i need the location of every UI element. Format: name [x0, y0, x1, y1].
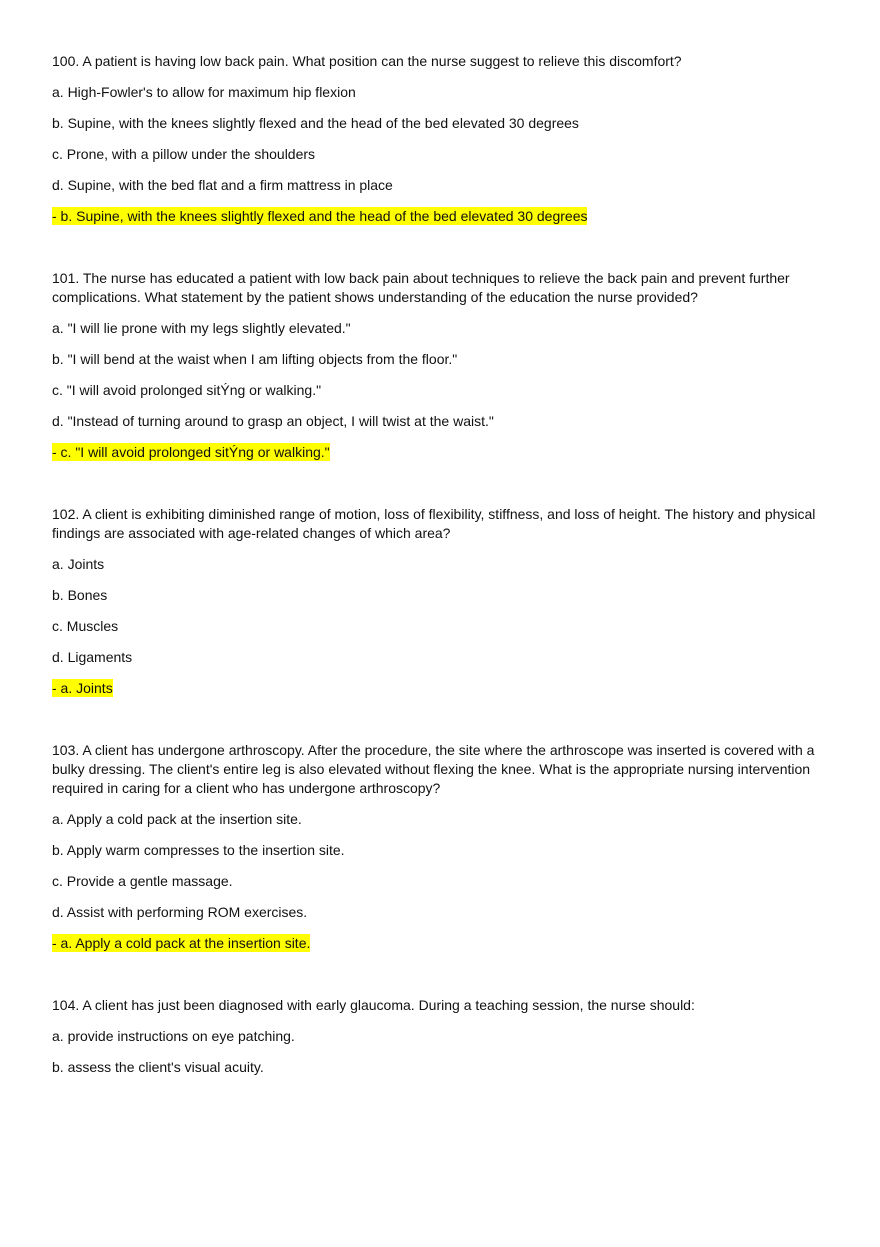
answer-option-d: d. Assist with performing ROM exercises. — [52, 904, 308, 920]
question-103 — [52, 741, 842, 953]
answer-option-a: a. Joints — [52, 556, 105, 572]
correct-answer — [52, 443, 842, 462]
answer-option-d: d. Ligaments — [52, 649, 133, 665]
answer-option-a: a. Apply a cold pack at the insertion site. — [52, 811, 302, 827]
highlighted-answer: - a. Joints — [52, 680, 113, 696]
answer-option-d: d. Supine, with the bed flat and a firm mattress in place — [52, 177, 393, 193]
answer-option-a: a. provide instructions on eye patching. — [52, 1028, 295, 1044]
question-100 — [52, 52, 842, 226]
answer-option-a: a. High-Fowler's to allow for maximum hip flexion — [52, 84, 356, 100]
question-102 — [52, 505, 842, 698]
question-stem: 100. A patient is having low back pain. What position can the nurse suggest to relieve this discomfort? — [52, 53, 682, 69]
answer-option-c: c. Provide a gentle massage. — [52, 873, 233, 889]
answer-option-b: b. Supine, with the knees slightly flexed and the head of the bed elevated 30 degrees — [52, 115, 579, 131]
answer-option-b: b. Apply warm compresses to the insertion site. — [52, 842, 345, 858]
answer-option-b: b. assess the client's visual acuity. — [52, 1059, 264, 1075]
answer-option-c: c. Prone, with a pillow under the shoulders — [52, 146, 316, 162]
answer-option-c: c. "I will avoid prolonged sitÝng or walking." — [52, 382, 322, 398]
question-stem: 103. A client has undergone arthroscopy. After the procedure, the site where the arthroscope was inserted is covered with a bulky dressing. The client's entire leg is also elevated without flexing the knee. What is the appropriate nursing intervention required in caring for a client who has undergone arthroscopy? — [52, 742, 815, 796]
answer-option-b: b. "I will bend at the waist when I am lifting objects from the floor." — [52, 351, 458, 367]
answer-option-b: b. Bones — [52, 587, 108, 603]
highlighted-answer: - a. Apply a cold pack at the insertion site. — [52, 935, 311, 951]
highlighted-answer: - b. Supine, with the knees slightly flexed and the head of the bed elevated 30 degrees — [52, 208, 588, 224]
answer-option-c: c. Muscles — [52, 618, 119, 634]
question-stem: 102. A client is exhibiting diminished range of motion, loss of flexibility, stiffness, and loss of height. The history and physical findings are associated with age-related changes of which area? — [52, 506, 816, 541]
question-104 — [52, 996, 842, 1077]
correct-answer — [52, 207, 842, 226]
correct-answer — [52, 679, 842, 698]
question-101 — [52, 269, 842, 462]
highlighted-answer: - c. "I will avoid prolonged sitÝng or walking." — [52, 444, 330, 460]
answer-option-a: a. "I will lie prone with my legs slightly elevated." — [52, 320, 351, 336]
document-page — [52, 52, 842, 1089]
question-stem: 101. The nurse has educated a patient with low back pain about techniques to relieve the back pain and prevent further complications. What statement by the patient shows understanding of the education the nurse provided? — [52, 270, 790, 305]
answer-option-d: d. "Instead of turning around to grasp an object, I will twist at the waist." — [52, 413, 494, 429]
correct-answer — [52, 934, 842, 953]
question-stem: 104. A client has just been diagnosed with early glaucoma. During a teaching session, the nurse should: — [52, 997, 695, 1013]
